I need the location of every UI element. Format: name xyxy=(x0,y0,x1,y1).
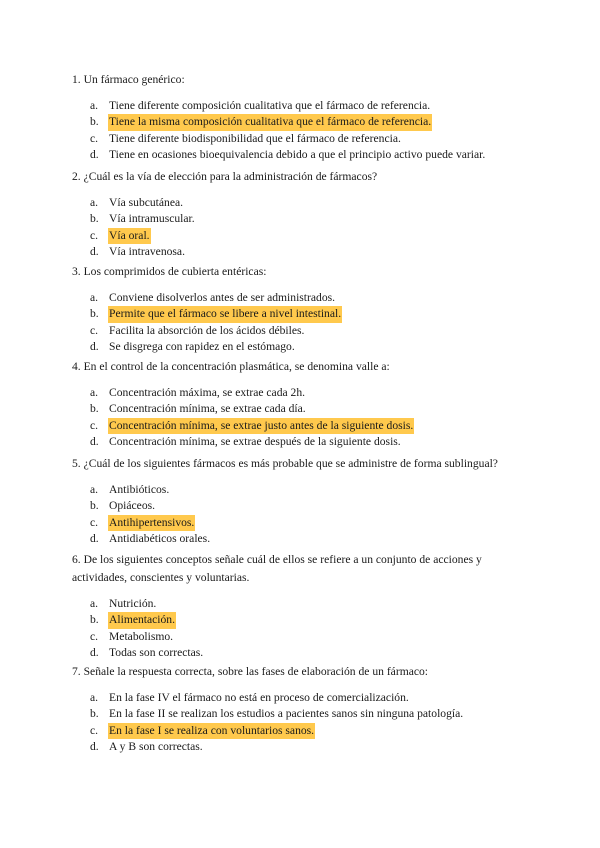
option-letter: a. xyxy=(90,386,99,399)
option-text: Antibióticos. xyxy=(109,483,170,496)
option-text: Tiene diferente composición cualitativa que el fármaco de referencia. xyxy=(109,99,431,112)
option-letter: b. xyxy=(90,707,99,721)
option-d xyxy=(72,531,532,547)
option-letter: a. xyxy=(90,196,99,209)
option-letter: c. xyxy=(90,323,99,337)
option-c xyxy=(72,515,532,531)
question-text: 4. En el control de la concentración plasmática, se denomina valle a: xyxy=(72,360,390,373)
option-a xyxy=(72,385,532,401)
option-d xyxy=(72,645,532,661)
option-text: Vía subcutánea. xyxy=(109,196,184,209)
question-text: 7. Señale la respuesta correcta, sobre las fases de elaboración de un fármaco: xyxy=(72,665,429,678)
option-letter: b. xyxy=(90,212,99,226)
option-letter: c. xyxy=(90,418,99,432)
question-1 xyxy=(72,71,532,163)
option-text: Tiene en ocasiones bioequivalencia debido a que el principio activo puede variar. xyxy=(109,147,486,161)
question-3 xyxy=(72,263,532,355)
option-a xyxy=(72,290,532,306)
option-c xyxy=(72,629,532,645)
option-text: A y B son correctas. xyxy=(109,739,203,753)
option-letter: d. xyxy=(90,739,99,753)
option-text: Vía intramuscular. xyxy=(109,212,195,226)
option-b xyxy=(72,114,532,130)
option-text: Nutrición. xyxy=(109,597,157,610)
option-letter: d. xyxy=(90,244,99,258)
option-letter: d. xyxy=(90,147,99,161)
option-letter: d. xyxy=(90,645,99,659)
option-d xyxy=(72,739,532,755)
option-d xyxy=(72,147,532,163)
option-c xyxy=(72,323,532,339)
options-list xyxy=(72,690,532,755)
question-text: 3. Los comprimidos de cubierta entéricas: xyxy=(72,265,267,278)
question-6 xyxy=(72,551,532,661)
option-d xyxy=(72,244,532,260)
options-list xyxy=(72,290,532,355)
option-b xyxy=(72,498,532,514)
option-c xyxy=(72,723,532,739)
option-letter: d. xyxy=(90,531,99,545)
option-b xyxy=(72,306,532,322)
option-a xyxy=(72,482,532,498)
option-text: En la fase II se realizan los estudios a pacientes sanos sin ninguna patología. xyxy=(109,707,464,721)
option-letter: b. xyxy=(90,499,99,513)
option-a xyxy=(72,596,532,612)
option-b xyxy=(72,211,532,227)
option-text: Se disgrega con rapidez en el estómago. xyxy=(109,339,295,353)
option-text: Vía intravenosa. xyxy=(109,244,185,258)
option-text: Facilita la absorción de los ácidos débiles. xyxy=(109,323,305,337)
option-text: Opiáceos. xyxy=(109,499,156,513)
option-letter: b. xyxy=(90,115,99,129)
option-letter: c. xyxy=(90,723,99,737)
option-text: Metabolismo. xyxy=(109,629,174,643)
option-letter: c. xyxy=(90,515,99,529)
option-text: Tiene la misma composición cualitativa que el fármaco de referencia. xyxy=(108,114,432,130)
option-a xyxy=(72,690,532,706)
question-text: 1. Un fármaco genérico: xyxy=(72,73,185,86)
option-text: En la fase I se realiza con voluntarios sanos. xyxy=(108,723,315,739)
question-5 xyxy=(72,455,532,547)
question-text: 6. De los siguientes conceptos señale cuál de ellos se refiere a un conjunto de acciones y actividades, conscientes y voluntarias. xyxy=(72,553,482,584)
option-text: En la fase IV el fármaco no está en proceso de comercialización. xyxy=(109,691,409,704)
question-4 xyxy=(72,358,532,450)
option-text: Concentración máxima, se extrae cada 2h. xyxy=(109,386,306,399)
options-list xyxy=(72,195,532,260)
options-list xyxy=(72,385,532,450)
option-d xyxy=(72,434,532,450)
option-letter: d. xyxy=(90,434,99,448)
option-d xyxy=(72,339,532,355)
question-text: 2. ¿Cuál es la vía de elección para la administración de fármacos? xyxy=(72,170,378,183)
option-text: Tiene diferente biodisponibilidad que el fármaco de referencia. xyxy=(109,131,401,145)
question-text: 5. ¿Cuál de los siguientes fármacos es más probable que se administre de forma sublingual? xyxy=(72,457,498,470)
option-b xyxy=(72,401,532,417)
option-letter: a. xyxy=(90,99,99,112)
option-text: Alimentación. xyxy=(108,612,176,628)
option-letter: a. xyxy=(90,483,99,496)
option-letter: c. xyxy=(90,228,99,242)
option-letter: a. xyxy=(90,691,99,704)
option-letter: a. xyxy=(90,291,99,304)
option-text: Conviene disolverlos antes de ser administrados. xyxy=(109,291,336,304)
option-letter: b. xyxy=(90,613,99,627)
option-b xyxy=(72,706,532,722)
option-text: Antihipertensivos. xyxy=(108,515,195,531)
option-letter: b. xyxy=(90,402,99,416)
options-list xyxy=(72,596,532,661)
option-c xyxy=(72,131,532,147)
question-2 xyxy=(72,168,532,260)
option-c xyxy=(72,418,532,434)
option-letter: d. xyxy=(90,339,99,353)
option-text: Todas son correctas. xyxy=(109,645,204,659)
question-7 xyxy=(72,663,532,755)
option-b xyxy=(72,612,532,628)
option-text: Concentración mínima, se extrae cada día. xyxy=(109,402,306,416)
options-list xyxy=(72,98,532,163)
option-text: Vía oral. xyxy=(108,228,151,244)
option-letter: c. xyxy=(90,131,99,145)
option-letter: a. xyxy=(90,597,99,610)
option-text: Permite que el fármaco se libere a nivel intestinal. xyxy=(108,306,342,322)
option-letter: c. xyxy=(90,629,99,643)
options-list xyxy=(72,482,532,547)
option-text: Concentración mínima, se extrae justo antes de la siguiente dosis. xyxy=(108,418,414,434)
option-a xyxy=(72,195,532,211)
option-c xyxy=(72,228,532,244)
option-text: Antidiabéticos orales. xyxy=(109,531,211,545)
option-a xyxy=(72,98,532,114)
option-text: Concentración mínima, se extrae después de la siguiente dosis. xyxy=(109,434,401,448)
option-letter: b. xyxy=(90,307,99,321)
